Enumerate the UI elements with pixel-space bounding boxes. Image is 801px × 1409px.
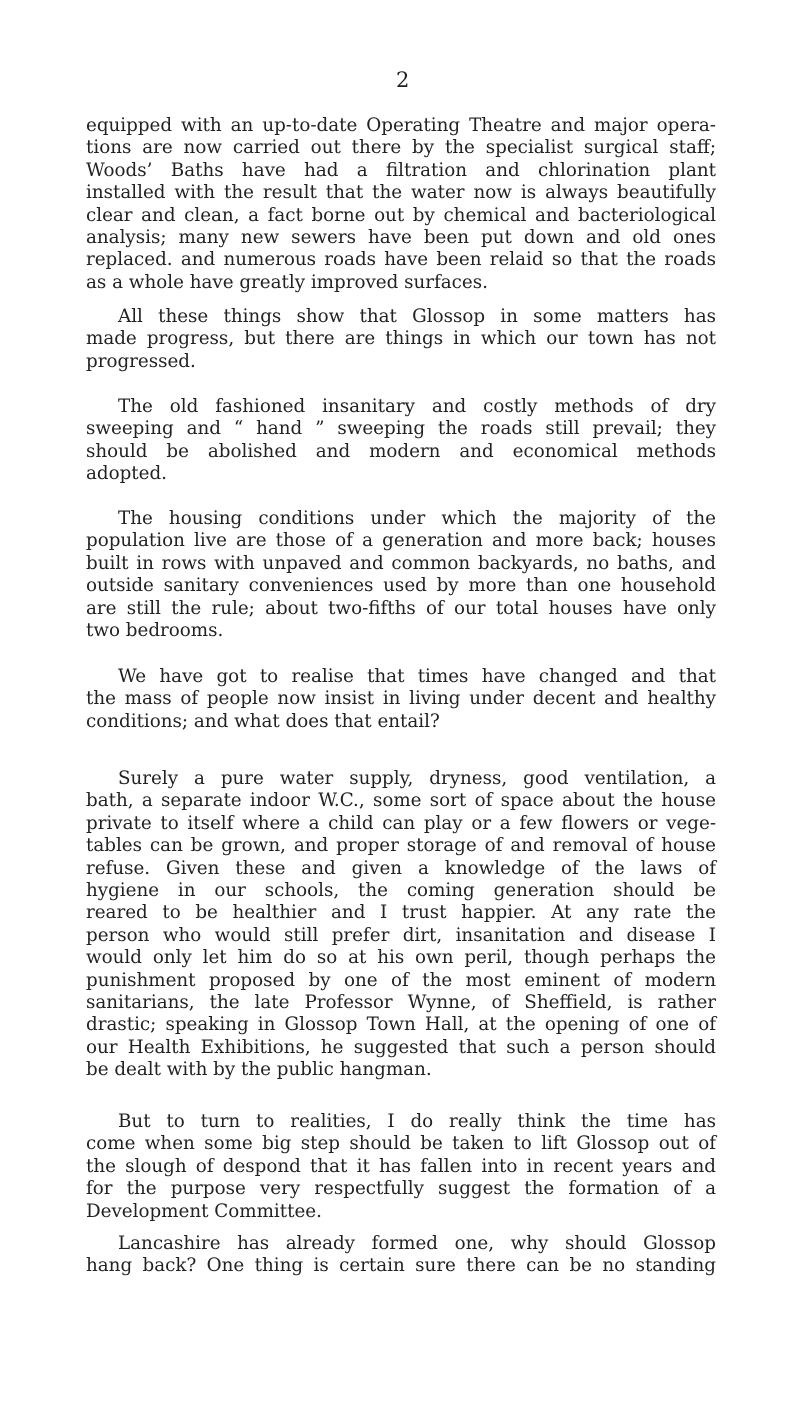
text-line: our Health Exhibitions, he suggested that such a person should (86, 1036, 716, 1058)
text-line: the mass of people now insist in living under decent and healthy (86, 688, 716, 710)
page-number: 2 (396, 68, 410, 92)
paragraph (86, 1233, 716, 1278)
text-line: hygiene in our schools, the coming generation should be (86, 880, 716, 902)
text-line: private to itself where a child can play or a few flowers or vege- (86, 812, 716, 834)
text-line: should be abolished and modern and economical methods (86, 440, 716, 462)
text-line: person who would still prefer dirt, insanitation and disease I (86, 924, 716, 946)
text-line: tions are now carried out there by the specialist surgical staff; (86, 137, 716, 159)
text-line: conditions; and what does that entail? (86, 710, 440, 732)
text-line: But to turn to realities, I do really think the time has (118, 1111, 716, 1132)
text-line: come when some big step should be taken to lift Glossop out of (86, 1133, 716, 1155)
text-line: We have got to realise that times have changed and that (118, 666, 716, 687)
text-line: for the purpose very respectfully suggest the formation of a (86, 1178, 716, 1200)
text-line: The old fashioned insanitary and costly methods of dry (118, 396, 716, 417)
text-line: built in rows with unpaved and common backyards, no baths, and (86, 552, 716, 574)
text-line: would only let him do so at his own peril, though perhaps the (86, 947, 716, 969)
text-line: tables can be grown, and proper storage of and removal of house (86, 835, 716, 857)
text-line: progressed. (86, 350, 196, 372)
text-line: analysis; many new sewers have been put down and old ones (86, 227, 716, 249)
text-line: outside sanitary conveniences used by more than one household (86, 575, 716, 597)
text-line: punishment proposed by one of the most eminent of modern (86, 969, 716, 991)
text-line: as a whole have greatly improved surfaces. (86, 271, 488, 293)
text-line: hang back? One thing is certain sure there can be no standing (86, 1255, 716, 1277)
text-line: Development Committee. (86, 1200, 322, 1222)
text-line: made progress, but there are things in which our town has not (86, 328, 716, 350)
text-line: installed with the result that the water now is always beautifully (86, 182, 716, 204)
paragraph (86, 306, 716, 373)
text-line: refuse. Given these and given a knowledge of the laws of (86, 857, 716, 879)
text-line: sweeping and “ hand ” sweeping the roads still prevail; they (86, 418, 716, 440)
text-line: replaced. and numerous roads have been relaid so that the roads (86, 249, 716, 271)
text-line: are still the rule; about two-fifths of our total houses have only (86, 597, 716, 619)
text-line: clear and clean, a fact borne out by chemical and bacteriological (86, 204, 716, 226)
paragraph (86, 768, 716, 1082)
text-line: population live are those of a generation and more back; houses (86, 530, 716, 552)
paragraph (86, 396, 716, 486)
paragraph (86, 508, 716, 642)
text-line: Lancashire has already formed one, why should Glossop (118, 1233, 716, 1254)
text-line: drastic; speaking in Glossop Town Hall, at the opening of one of (86, 1014, 716, 1036)
text-line: bath, a separate indoor W.C., some sort of space about the house (86, 790, 716, 812)
text-line: the slough of despond that it has fallen into in recent years and (86, 1155, 716, 1177)
text-line: two bedrooms. (86, 620, 224, 642)
text-line: The housing conditions under which the majority of the (118, 508, 716, 529)
text-line: be dealt with by the public hangman. (86, 1059, 432, 1081)
text-line: Woods’ Baths have had a filtration and chlorination plant (86, 159, 716, 181)
paragraph (86, 115, 716, 294)
text-line: equipped with an up-to-date Operating Theatre and major opera- (86, 115, 716, 136)
text-line: reared to be healthier and I trust happier. At any rate the (86, 902, 716, 924)
paragraph (86, 666, 716, 733)
paragraph (86, 1111, 716, 1223)
text-line: sanitarians, the late Professor Wynne, of Sheffield, is rather (86, 992, 716, 1014)
text-line: All these things show that Glossop in some matters has (118, 306, 716, 327)
text-line: adopted. (86, 463, 167, 485)
text-line: Surely a pure water supply, dryness, good ventilation, a (118, 768, 716, 789)
